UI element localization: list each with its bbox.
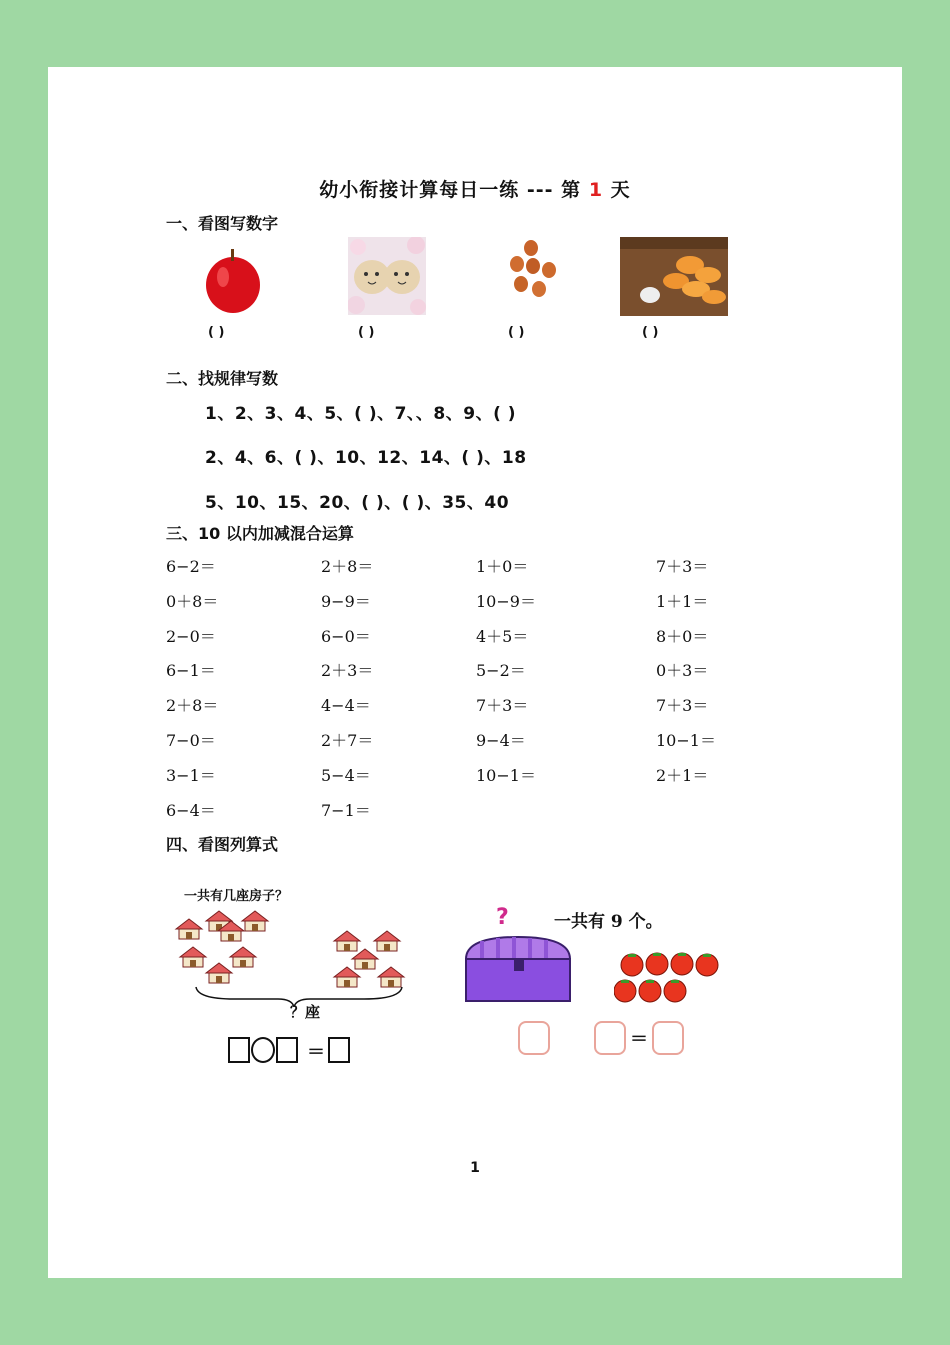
sequence-row[interactable]: 1、2、3、4、5、( )、7、、8、9、( )	[205, 404, 517, 424]
equation-item[interactable]: 10−1＝	[656, 731, 716, 750]
equation-item[interactable]: 1＋1＝	[656, 591, 709, 611]
page-number: 1	[470, 1160, 480, 1176]
worksheet-page	[48, 67, 902, 1278]
houses-question: 一共有几座房子？	[184, 889, 289, 904]
houses-answer-label: ？座	[290, 1003, 321, 1021]
oranges-image	[620, 237, 728, 316]
equation-item[interactable]: 1＋0＝	[476, 557, 529, 576]
title-day-number: 1	[588, 179, 604, 201]
equation-item[interactable]: 2＋1＝	[656, 765, 709, 785]
answer-box[interactable]	[518, 1021, 550, 1055]
equation-item[interactable]: 0＋3＝	[656, 661, 709, 681]
title-suffix: 天	[610, 179, 631, 201]
answer-box[interactable]	[652, 1021, 684, 1055]
equation-item[interactable]: 10−1＝	[476, 765, 536, 785]
equation-item[interactable]: 10−9＝	[476, 591, 536, 611]
equation-item[interactable]: 9−4＝	[476, 731, 526, 750]
section-3-heading: 三、10 以内加减混合运算	[166, 524, 354, 543]
section-2-heading: 二、找规律写数	[166, 369, 279, 388]
eggs-answer-blank[interactable]: ( )	[508, 325, 525, 340]
equation-item[interactable]: 4＋5＝	[476, 626, 529, 646]
houses-illustration	[174, 907, 410, 1007]
equation-item[interactable]: 8＋0＝	[656, 626, 709, 646]
equation-item[interactable]: 2−0＝	[166, 626, 216, 646]
equation-item[interactable]: 2＋7＝	[321, 731, 374, 750]
title-text: 幼小衔接计算每日一练 --- 第	[319, 179, 582, 201]
question-mark-icon: ?	[496, 905, 509, 930]
operator-circle[interactable]	[251, 1037, 275, 1063]
apple-answer-blank[interactable]: ( )	[208, 325, 225, 340]
apple-image	[203, 243, 263, 315]
equation-item[interactable]: 6−0＝	[321, 626, 371, 646]
equation-item[interactable]: 7−0＝	[166, 731, 216, 750]
page-title	[48, 175, 902, 202]
equation-item[interactable]: 7＋3＝	[476, 696, 529, 716]
answer-box[interactable]	[228, 1037, 250, 1063]
equation-item[interactable]: 4−4＝	[321, 696, 371, 716]
equation-item[interactable]: 3−1＝	[166, 765, 216, 785]
eggs-image	[503, 239, 563, 301]
equation-item[interactable]: 0＋8＝	[166, 591, 219, 611]
answer-box[interactable]	[594, 1021, 626, 1055]
equation-item[interactable]: 7＋3＝	[656, 557, 709, 576]
section-4-heading: 四、看图列算式	[166, 835, 279, 854]
tomatoes-illustration	[614, 949, 720, 1007]
equals-sign: ＝	[307, 1042, 325, 1063]
equation-item[interactable]: 5−2＝	[476, 661, 526, 681]
chest-total-label: 一共有 9 个。	[554, 912, 663, 932]
equation-item[interactable]: 2＋8＝	[166, 696, 219, 716]
sequence-row[interactable]: 5、10、15、20、( )、( )、35、40	[205, 493, 510, 513]
treasure-chest-image	[462, 935, 574, 1005]
buns-image	[348, 237, 426, 315]
oranges-answer-blank[interactable]: ( )	[642, 325, 659, 340]
sequence-row[interactable]: 2、4、6、( )、10、12、14、( )、18	[205, 448, 527, 468]
equation-item[interactable]: 7−1＝	[321, 800, 371, 820]
buns-answer-blank[interactable]: ( )	[358, 325, 375, 340]
equation-item[interactable]: 6−4＝	[166, 800, 216, 820]
answer-box[interactable]	[276, 1037, 298, 1063]
equation-item[interactable]: 2＋3＝	[321, 661, 374, 681]
answer-box[interactable]	[328, 1037, 350, 1063]
equation-item[interactable]: 6−2＝	[166, 557, 216, 576]
equation-item[interactable]: 5−4＝	[321, 765, 371, 785]
equation-item[interactable]: 7＋3＝	[656, 696, 709, 716]
equals-sign: ＝	[630, 1029, 648, 1050]
section-1-heading: 一、看图写数字	[166, 214, 279, 233]
equation-item[interactable]: 2＋8＝	[321, 557, 374, 576]
equation-item[interactable]: 6−1＝	[166, 661, 216, 681]
equation-item[interactable]: 9−9＝	[321, 591, 371, 611]
